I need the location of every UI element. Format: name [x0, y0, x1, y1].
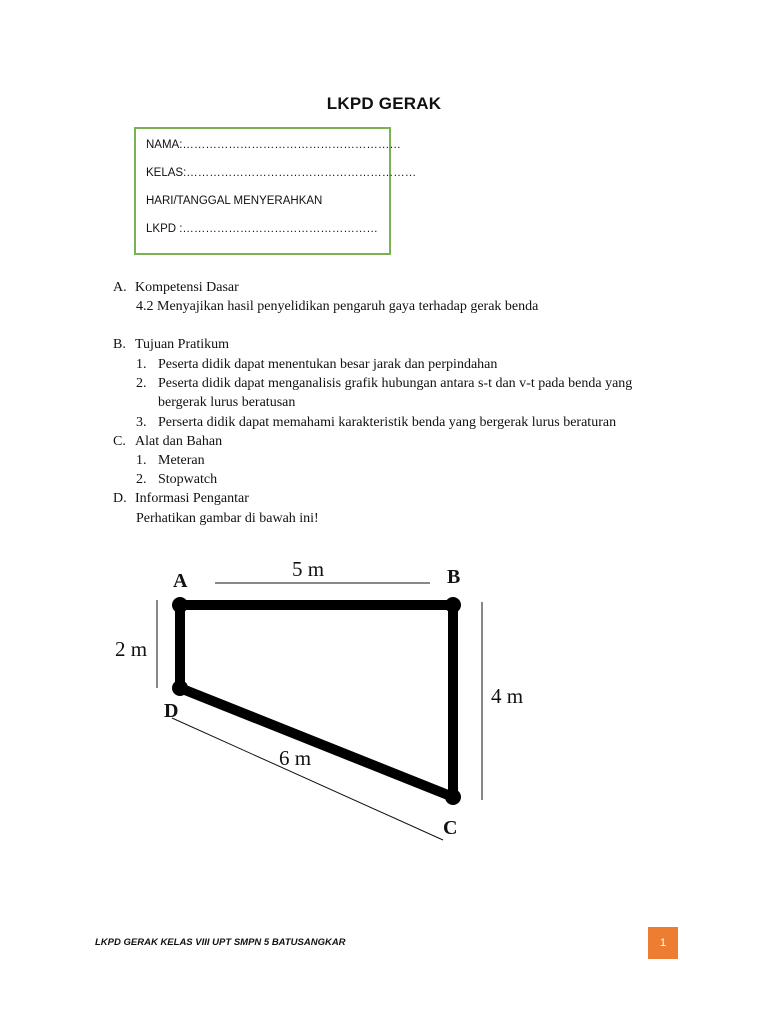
section-d-letter: D.	[113, 491, 127, 506]
section-a-heading	[113, 278, 239, 297]
point-b-dot	[445, 597, 461, 613]
list-number: 2.	[136, 472, 147, 487]
name-field: NAMA:…………………………………………………	[146, 139, 401, 151]
point-a-label: A	[173, 570, 188, 592]
ab-length-label: 5 m	[292, 557, 325, 581]
segment-dc	[180, 688, 453, 797]
class-field: KELAS:……………………………………………………	[146, 167, 417, 179]
section-c-title: Alat dan Bahan	[135, 434, 223, 449]
dc-length-label: 6 m	[279, 746, 312, 770]
list-text: Peserta didik dapat menganalisis grafik hubungan antara s-t dan v-t pada benda yang	[158, 376, 633, 391]
submission-date-field: HARI/TANGGAL MENYERAHKAN	[146, 195, 323, 207]
list-item	[136, 470, 217, 489]
list-item	[136, 451, 205, 470]
point-c-label: C	[443, 817, 458, 839]
list-number: 1.	[136, 357, 147, 372]
lkpd-field: LKPD :……………………………………………	[146, 223, 378, 235]
point-b-label: B	[447, 566, 461, 588]
page-footer: LKPD GERAK KELAS VIII UPT SMPN 5 BATUSANGKAR	[95, 937, 346, 948]
ad-length-label: 2 m	[115, 637, 148, 661]
list-number: 2.	[136, 376, 147, 391]
page-number: 1	[648, 927, 678, 959]
section-b-letter: B.	[113, 337, 126, 352]
student-identity-box	[134, 127, 417, 255]
section-b-heading	[113, 335, 229, 354]
point-c-dot	[445, 789, 461, 805]
section-d-text: Perhatikan gambar di bawah ini!	[136, 511, 319, 526]
list-text: Perserta didik dapat memahami karakteristik benda yang bergerak lurus beraturan	[158, 415, 617, 430]
list-item	[136, 374, 632, 393]
section-b-title: Tujuan Pratikum	[135, 337, 229, 352]
section-c-heading	[113, 432, 222, 451]
list-text: Stopwatch	[158, 472, 218, 487]
section-d-heading	[113, 489, 249, 508]
bc-length-label: 4 m	[491, 684, 524, 708]
section-a-text: 4.2 Menyajikan hasil penyelidikan pengaruh gaya terhadap gerak benda	[136, 299, 539, 314]
document-title: LKPD GERAK	[326, 94, 442, 113]
section-c-letter: C.	[113, 434, 126, 449]
point-a-dot	[172, 597, 188, 613]
list-number: 3.	[136, 415, 147, 430]
path-diagram	[100, 550, 560, 850]
list-item	[136, 355, 497, 374]
list-text: Meteran	[158, 453, 205, 468]
point-d-label: D	[164, 700, 179, 722]
list-text-continuation: bergerak lurus beratusan	[158, 395, 296, 410]
list-text: Peserta didik dapat menentukan besar jarak dan perpindahan	[158, 357, 498, 372]
section-a-title: Kompetensi Dasar	[135, 280, 239, 295]
point-d-dot	[172, 680, 188, 696]
section-a-letter: A.	[113, 280, 127, 295]
list-item	[136, 413, 616, 432]
section-d-title: Informasi Pengantar	[135, 491, 249, 506]
list-number: 1.	[136, 453, 147, 468]
